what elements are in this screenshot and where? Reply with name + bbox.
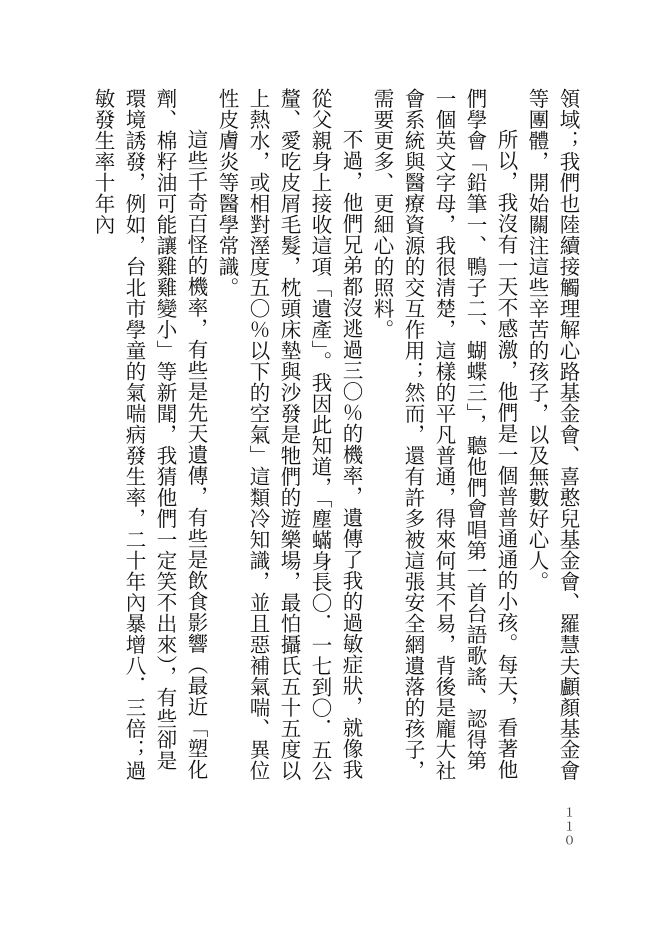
- paragraph-2: 所以，我沒有一天不感激，他們是一個普普通通的小孩。每天，看著他們學會「鉛筆一、鴨子二、蝴蝶三」，聽他們會唱第一首台語歌謠、認得第一個英文字母，我很清楚，這樣的平凡普通，得來何其不易，背後是龐大社會系統與醫療資源的交互作用；然而，還有許多被這張安全網遺落的孩子，需要更多、更細心的照料。: [370, 88, 518, 781]
- paragraph-1: 領域；我們也陸續接觸理解心路基金會、喜憨兒基金會、羅慧夫顱顏基金會等團體，開始關注這些辛苦的孩子，以及無數好心人。: [525, 88, 580, 781]
- page-number: １１０: [562, 806, 576, 848]
- body-text: [87, 88, 583, 788]
- paragraph-3: 不過，他們兄弟都沒逃過三〇％的機率，遺傳了我的過敏症狀，就像我從父親身上接收這項「遺產」。我因此知道，「塵蟎身長〇．一七到〇．五公釐、愛吃皮屑毛髮，枕頭床墊與沙發是牠們的遊樂場，最怕攝氏五十五度以上熱水，或相對溼度五〇％以下的空氣」這類冷知識，並且惡補氣喘、異位性皮膚炎等醫學常識。: [215, 88, 363, 782]
- paragraph-4: 這些千奇百怪的機率，有些是先天遺傳，有些是飲食影響（最近「塑化劑、棉籽油可能讓雞雞變小」等新聞，我猜他們一定笑不出來），有些卻是環境誘發，例如，台北市學童的氣喘病發生率，二十年內暴增八．三倍；過敏發生率十年內: [91, 88, 208, 781]
